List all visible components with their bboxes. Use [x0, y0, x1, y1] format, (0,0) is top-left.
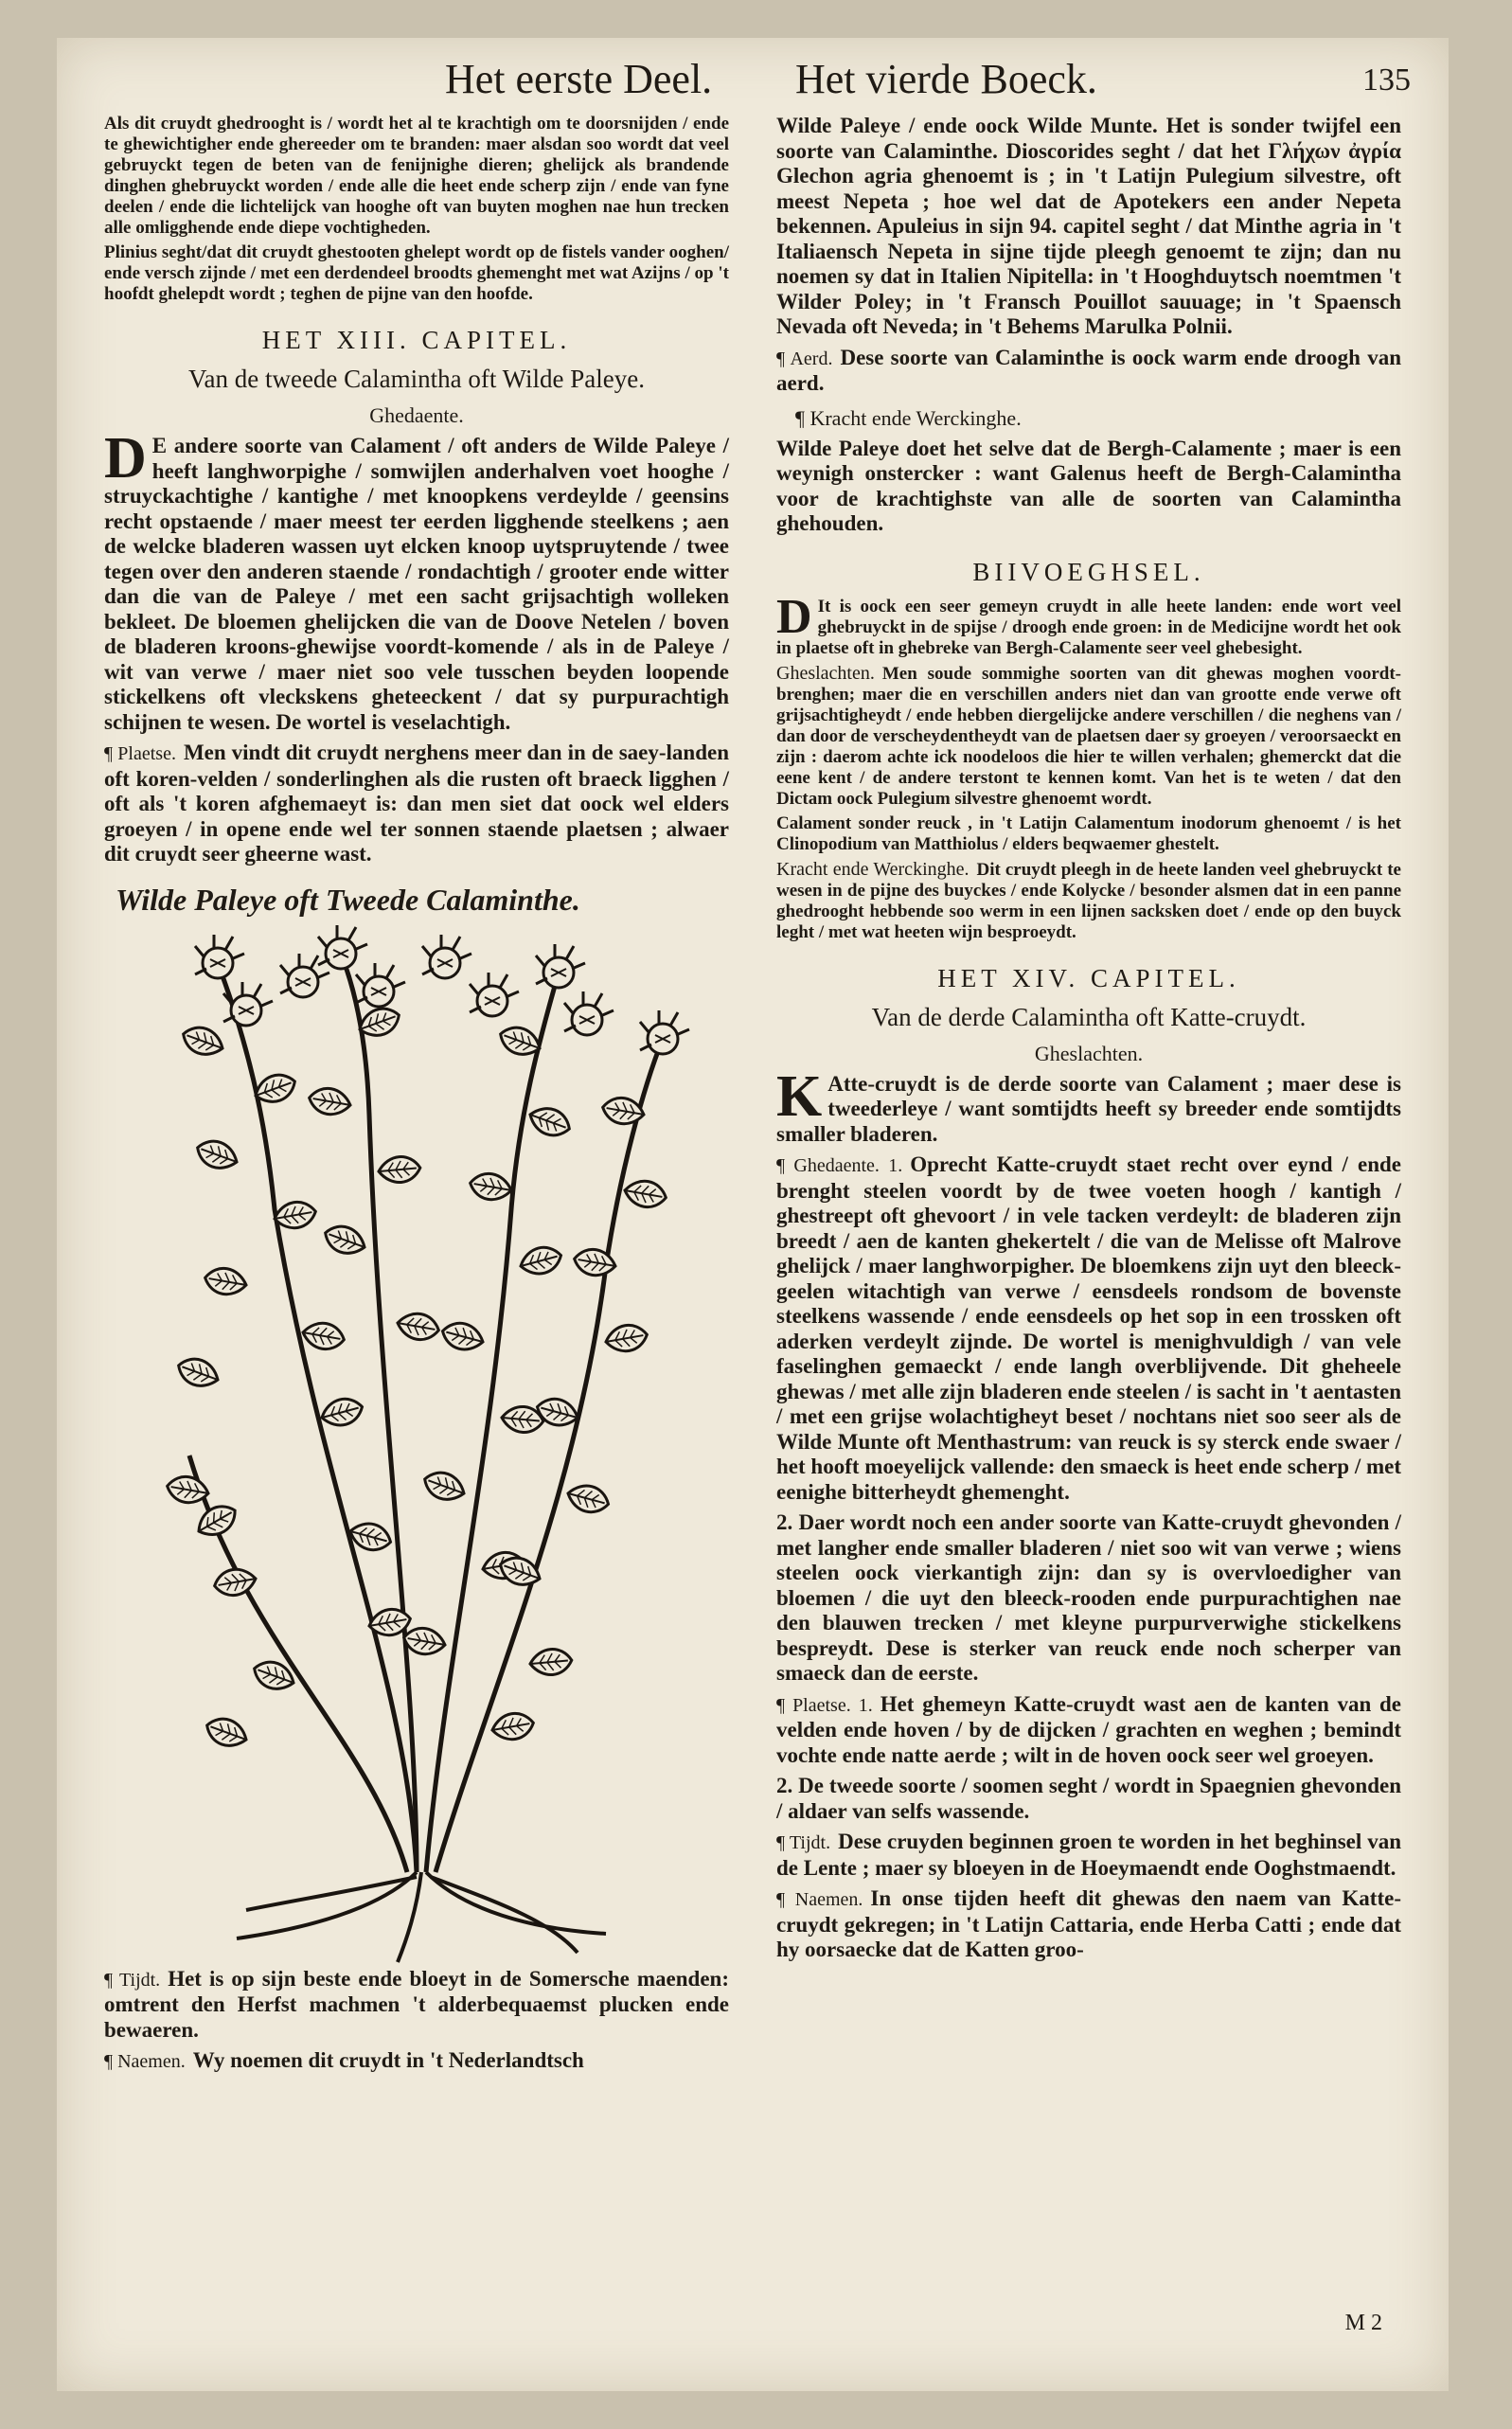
left-column	[104, 114, 729, 2081]
section-label-text: Plaetse. 1.	[792, 1694, 873, 1716]
page-number: 135	[1362, 63, 1411, 98]
paragraph	[776, 346, 1401, 397]
section-label: Kracht ende Werckinghe.	[776, 858, 969, 880]
section-label: ¶ Ghedaente. 1.	[776, 1155, 903, 1176]
paragraph-text: In onse tijden heeft dit ghewas den naem van Katte-cruydt gekregen; in 't Latijn Cattaria, ende Herba Catti ; ende dat hy oorsaecke dat de Katten groo-	[776, 1886, 1401, 1961]
paragraph	[776, 1063, 1401, 1148]
section-label-text: Naemen.	[794, 1889, 863, 1910]
paragraph: Als dit cruydt ghedrooght is / wordt het al te krachtigh om te doorsnijden / ende te ghewichtigher ende ghereeder om te branden: maer alsdan soo wordt dat veel gebruyckt tegen de beten van de fenijnighe dieren; ghelijck als brandende dinghen ghebruyckt worden / ende alle die heet ende scherp zijn / ende van fyne deelen / ende die lichtelijck van hooghe oft van buyten moghen nae hun trecken alle omligghende ende diepe vochtigheden.	[104, 114, 729, 238]
section-label-text: Ghedaente. 1.	[793, 1155, 903, 1176]
paragraph: Plinius seght/dat dit cruydt ghestooten ghelept wordt op de fistels vander ooghen/ ende versch zijnde / met een derdendeel broodts ghemenght met wat Azijns / op 't hoofdt ghelepdt wordt ; teghen de pijne van den hoofde.	[104, 242, 729, 304]
paragraph	[104, 426, 729, 735]
section-label: ¶ Tijdt.	[776, 1832, 831, 1853]
section-heading: ¶ Kracht ende Werckinghe.	[795, 405, 1022, 430]
paragraph	[776, 1886, 1401, 1963]
paragraph	[776, 859, 1401, 943]
paragraph	[776, 1830, 1401, 1881]
drop-cap: K	[776, 1063, 823, 1129]
paragraph	[104, 2048, 729, 2075]
chapter-heading: HET XIV. CAPITEL.	[937, 963, 1240, 992]
paragraph-text: Het is op sijn beste ende bloeyt in de Somersche maenden: omtrent den Herfst machmen 't alderbequaemst plucken ende bewaeren.	[104, 1966, 729, 2042]
paragraph-text: E andere soorte van Calament / oft anders de Wilde Paleye / heeft langhworpighe / somwijlen anderhalven voet hooghe / struyckachtighe / kantighe / met knoopkens verdeylde / geensins recht opstaende / maer meest ter eerden ligghende steelkens ; aen de welcke bladeren wassen uyt elcken knoop uytspruytende / twee tegen over den anderen staende / rondachtigh / grooter ende witter dan die van de Paleye / met een sacht grijsachtigh wolleken bekleet. De bloemen ghelijcken die van de Doove Netelen / boven de bladeren kroons-ghewijse voordt-komende / als in de Paleye / wit van verwe / maer niet soo vele tusschen beyden loopende stickelkens oft vleckskens gheteeckent / dat sy purpurachtigh schijnen te wesen. De wortel is veselachtigh.	[104, 434, 729, 734]
paragraph-text: Dese soorte van Calaminthe is oock warm ende droogh van aerd.	[776, 345, 1401, 395]
paragraph-text: Dit cruydt pleegh in de heete landen veel ghebruyckt te wesen in de pijne des buyckes / ende Kolycke / besonder alsmen dat in een panne ghedrooght hebbende soo werm in een lijnen sacksken doet / ende op den buyck leght / met wat heeten wijn besproeydt.	[776, 859, 1401, 942]
book-page	[57, 38, 1449, 2391]
paragraph-text: Men vindt dit cruydt nerghens meer dan in de saey-landen oft koren-velden / sonderlinghen als die rusten oft braeck ligghen / oft als 't koren afghemaeyt is: dan men siet dat oock wel elders groeyen / in opene ende wel ter sonnen staende plaetsen ; alwaer dit cruydt seer gheerne wast.	[104, 741, 730, 866]
paragraph: Calament sonder reuck , in 't Latijn Calamentum inodorum ghenoemt / is het Clinopodium van Matthiolus / elders beqwaemer ghestelt.	[776, 813, 1401, 854]
section-label-text: Plaetse.	[117, 743, 176, 764]
chapter-heading: HET XIII. CAPITEL.	[261, 326, 572, 354]
paragraph-text: It is oock een seer gemeyn cruydt in alle heete landen: ende wort veel ghebruyckt in de spijse / droogh ende groen: in de Medicijne wordt het ook in plaetse oft in ghebreke van Bergh-Calamente seer veel ghebesight.	[776, 596, 1401, 658]
paragraph: 2. De tweede soorte / soomen seght / wordt in Spaegnien ghevonden / aldaer van selfs wassende.	[776, 1774, 1401, 1823]
signature-mark: M 2	[1344, 2311, 1382, 2335]
paragraph: Wilde Paleye doet het selve dat de Bergh-Calamente ; maer is een weynigh onstercker : want Galenus heeft de Bergh-Calamintha voor de krachtighste van alle de soorten van Calamintha ghehouden.	[776, 436, 1401, 535]
right-column	[776, 114, 1401, 1969]
paragraph	[776, 663, 1401, 810]
section-label: ¶ Plaetse.	[104, 743, 176, 764]
paragraph	[104, 1967, 729, 2044]
running-head-right: Het vierde Boeck.	[795, 56, 1097, 102]
paragraph-text: Atte-cruydt is de derde soorte van Calament ; maer dese is tweederleye / want somtijdts heeft sy breeder ende somtijdts smaller bladeren.	[776, 1071, 1401, 1146]
supplement-heading: BIIVOEGHSEL.	[972, 557, 1205, 586]
section-label: ¶ Naemen.	[104, 2051, 186, 2072]
section-heading-text: Kracht ende Werckinghe.	[809, 405, 1022, 430]
section-label: Gheslachten.	[776, 662, 875, 684]
chapter-title: Van de tweede Calamintha oft Wilde Paleye.	[187, 365, 645, 393]
section-label: ¶ Tijdt.	[104, 1969, 161, 1991]
running-head-left: Het eerste Deel.	[445, 56, 713, 102]
chapter-title: Van de derde Calamintha oft Katte-cruydt.	[871, 1002, 1307, 1031]
section-label-text: Tijdt.	[789, 1832, 831, 1853]
section-label: ¶ Aerd.	[776, 348, 833, 369]
section-label-text: Naemen.	[117, 2051, 186, 2072]
figure-caption: Wilde Paleye oft Tweede Calaminthe.	[116, 882, 580, 917]
paragraph	[104, 741, 729, 867]
drop-cap: D	[104, 426, 147, 491]
woodcut-plant-illustration	[133, 925, 701, 1967]
section-heading: Gheslachten.	[1034, 1041, 1144, 1065]
paragraph-text: Men soude sommighe soorten van dit ghewas moghen voordt-brenghen; maer die en verschillen anders niet dan van grootte ende verwe oft grijsachtigheydt / ende hebben diergelijcke andere verschillen / die neghens van / dan door de verscheydentheydt van de plaetsen daer sy groeyen / veroorsaeckt en zijn : daerom achte ick noodeloos die hier te willen verhalen; ghemerckt dat die eene kent / de andere terstont te kennen komt. Van het is te weten / dat den Dictam oock Pulegium silvestre ghenoemt wordt.	[776, 663, 1401, 809]
paragraph-text: Het ghemeyn Katte-cruydt wast aen de kanten van de velden ende hoven / by de dijcken / grachten en weghen ; bemindt vochte ende natte aerde ; wilt in de hoven oock seer wel groeyen.	[776, 1691, 1402, 1767]
paragraph-text: Dese cruyden beginnen groen te worden in het beghinsel van de Lente ; maer sy bloeyen in de Hoeymaendt ende Ooghstmaendt.	[776, 1830, 1401, 1880]
paragraph-text: Oprecht Katte-cruydt staet recht over eynd / ende brenght steelen voordt by de twee voeten hoogh / kantigh / ghestreept oft ghevoort / in vele tacken verdeylt: de bladeren zijn breedt / aen de kanten ghekertelt / die van de Melisse oft Malrove ghelijck / maer langhworpigher. De bloemkens zijn uyt den bleeck-geelen witachtigh van verwe / eensdeels rondsom de bovenste steelkens wassende / ende eensdeels op het sop in een trossken oft aderken verdeylt zijnde. De wortel is menighvuldigh / van vele faselinghen gemaeckt / ende langh overblijvende. Dit gheheele ghewas / met alle zijn bladeren ende steelen / is sacht in 't aentasten / met een grijse wolachtigheyt beset / nochtans niet soo seer als de Wilde Munte oft Menthastrum: van reuck is sy sterck ende swaer / het hooft moeyelijck vallende: den smaeck is heet ende scherp / met eenighe bitterheydt ghemenght.	[776, 1152, 1402, 1504]
section-label: ¶ Plaetse. 1.	[776, 1694, 873, 1716]
section-label-text: Aerd.	[790, 348, 833, 369]
paragraph: Wilde Paleye / ende oock Wilde Munte. Het is sonder twijfel een soorte van Calaminthe. Dioscorides seght / dat het Γλήχων ἀγρία Glechon agria ghenoemt is ; in 't Latijn Pulegium silvestre, oft meest Nepeta ; hoe wel dat de Apotekers een ander Nepeta bekennen. Apuleius in sijn 94. capitel seght / dat Minthe agria in 't Italiaensch Nepeta in sijne tijde pleegh genoemt te zijn; dan nu noemen sy dat in Italien Nipitella: in 't Hooghduytsch noemtmen 't Wilder Poley; in 't Fransch Pouillot sauuage; in 't Spaensch Nevada oft Neveda; in 't Behems Marulka Polnii.	[776, 114, 1401, 338]
section-label: ¶ Naemen.	[776, 1889, 863, 1910]
paragraph	[776, 589, 1401, 659]
page-header	[57, 55, 1449, 121]
paragraph: 2. Daer wordt noch een ander soorte van Katte-cruydt ghevonden / met langher ende smaller bladeren / niet soo wit van verwe ; wiens steelen oock vierkantigh zijn: dan sy is overvloedigher van bloemen / die uyt den bleeck-rooden ende purpurachtighen nae den blauwen trecken / met kleyne purpurverwighe stickelkens bespreydt. Dese is sterker van reuck ende noch scherper van smaeck dan de eerste.	[776, 1510, 1401, 1685]
drop-cap: D	[776, 589, 812, 644]
section-heading: Ghedaente.	[369, 403, 464, 427]
paragraph-text: Wy noemen dit cruydt in 't Nederlandtsch	[192, 2048, 584, 2072]
section-label-text: Tijdt.	[119, 1969, 161, 1991]
paragraph	[776, 1152, 1401, 1505]
paragraph	[776, 1692, 1401, 1769]
